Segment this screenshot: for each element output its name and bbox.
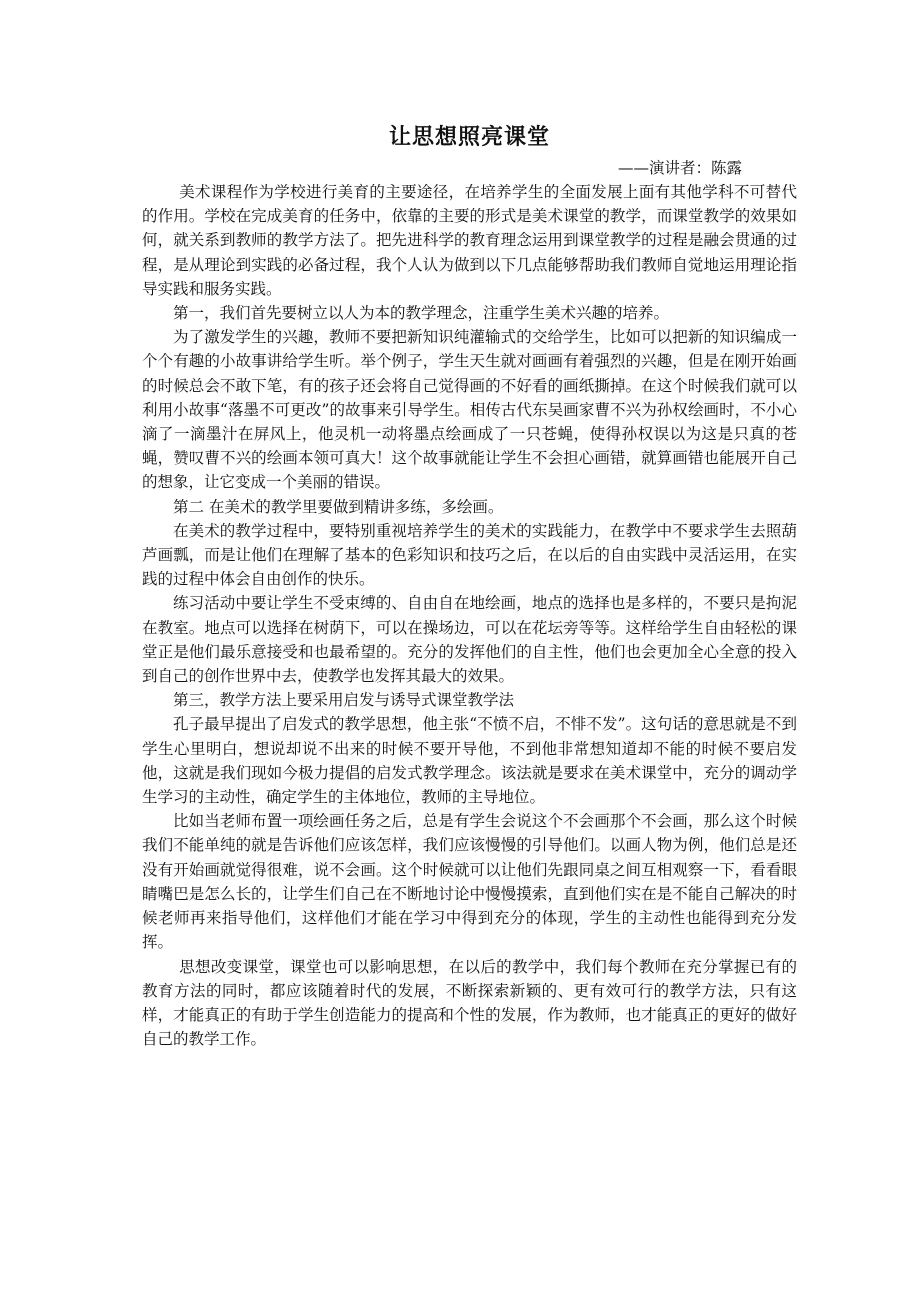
section-heading-2: 第二 在美术的教学里要做到精讲多练，多绘画。 (173, 497, 504, 516)
paragraph-practice: 在美术的教学过程中，要特别重视培养学生的美术的实践能力，在教学中不要求学生去照葫芦画瓢，而是让他们在理解了基本的色彩知识和技巧之后，在以后的自由实践中灵活运用，在实践的过程中体会自由创作的快乐。 (142, 521, 797, 589)
paragraph-intro: 美术课程作为学校进行美育的主要途径，在培养学生的全面发展上面有其他学科不可替代的作用。学校在完成美育的任务中，依靠的主要的形式是美术课堂的教学，而课堂教学的效果如何，就关系到教师的教学方法了。把先进科学的教育理念运用到课堂教学的过程是融会贯通的过程，是从理论到实践的必备过程，我个人认为做到以下几点能够帮助我们教师自觉地运用理论指导实践和服务实践。 (142, 183, 797, 298)
section-heading-3: 第三，教学方法上要采用启发与诱导式课堂教学法 (173, 691, 515, 710)
document-title: 让思想照亮课堂 (388, 124, 550, 150)
paragraph-interest: 为了激发学生的兴趣，教师不要把新知识纯灌输式的交给学生，比如可以把新的知识编成一个个有趣的小故事讲给学生听。举个例子，学生天生就对画画有着强烈的兴趣，但是在刚开始画的时候总会不敢下笔，有的孩子还会将自己觉得画的不好看的画纸撕掉。在这个时候我们就可以利用小故事“落墨不可更改”的故事来引导学生。相传古代东吴画家曹不兴为孙权绘画时，不小心滴了一滴墨汁在屏风上，他灵机一动将墨点绘画成了一只苍蝇，使得孙权误以为这是只真的苍蝇，赞叹曹不兴的绘画本领可真大！这个故事就能让学生不会担心画错，就算画错也能展开自己的想象，让它变成一个美丽的错误。 (142, 328, 797, 492)
paragraph-conclusion: 思想改变课堂，课堂也可以影响思想，在以后的教学中，我们每个教师在充分掌握已有的教育方法的同时，都应该随着时代的发展，不断探索新颖的、更有效可行的教学方法，只有这样，才能真正的有助于学生创造能力的提高和个性的发展，作为教师，也才能真正的更好的做好自己的教学工作。 (142, 957, 797, 1049)
document-page (142, 118, 797, 1051)
section-heading-1: 第一，我们首先要树立以人为本的教学理念，注重学生美术兴趣的培养。 (173, 304, 670, 323)
speaker-line: ——演讲者：陈露 (617, 159, 742, 177)
paragraph-confucius: 孔子最早提出了启发式的教学思想，他主张“不愤不启，不悱不发”。这句话的意思就是不到学生心里明白，想说却说不出来的时候不要开导他，不到他非常想知道却不能的时候不要启发他，这就是我们现如今极力提倡的启发式教学理念。该法就是要求在美术课堂中，充分的调动学生学习的主动性，确定学生的主体地位，教师的主导地位。 (142, 715, 797, 807)
paragraph-example: 比如当老师布置一项绘画任务之后，总是有学生会说这个不会画那个不会画，那么这个时候我们不能单纯的就是告诉他们应该怎样，我们应该慢慢的引导他们。以画人物为例，他们总是还没有开始画就觉得很难，说不会画。这个时候就可以让他们先跟同桌之间互相观察一下，看看眼睛嘴巴是怎么长的，让学生们自己在不断地讨论中慢慢摸索，直到他们实在是不能自己解决的时候老师再来指导他们，这样他们才能在学习中得到充分的体现，学生的主动性也能得到充分发挥。 (142, 812, 797, 952)
paragraph-activities: 练习活动中要让学生不受束缚的、自由自在地绘画，地点的选择也是多样的，不要只是拘泥在教室。地点可以选择在树荫下，可以在操场边，可以在花坛旁等等。这样给学生自由轻松的课堂正是他们最乐意接受和也最希望的。充分的发挥他们的自主性，他们也会更加全心全意的投入到自己的创作世界中去，使教学也发挥其最大的效果。 (142, 594, 797, 686)
